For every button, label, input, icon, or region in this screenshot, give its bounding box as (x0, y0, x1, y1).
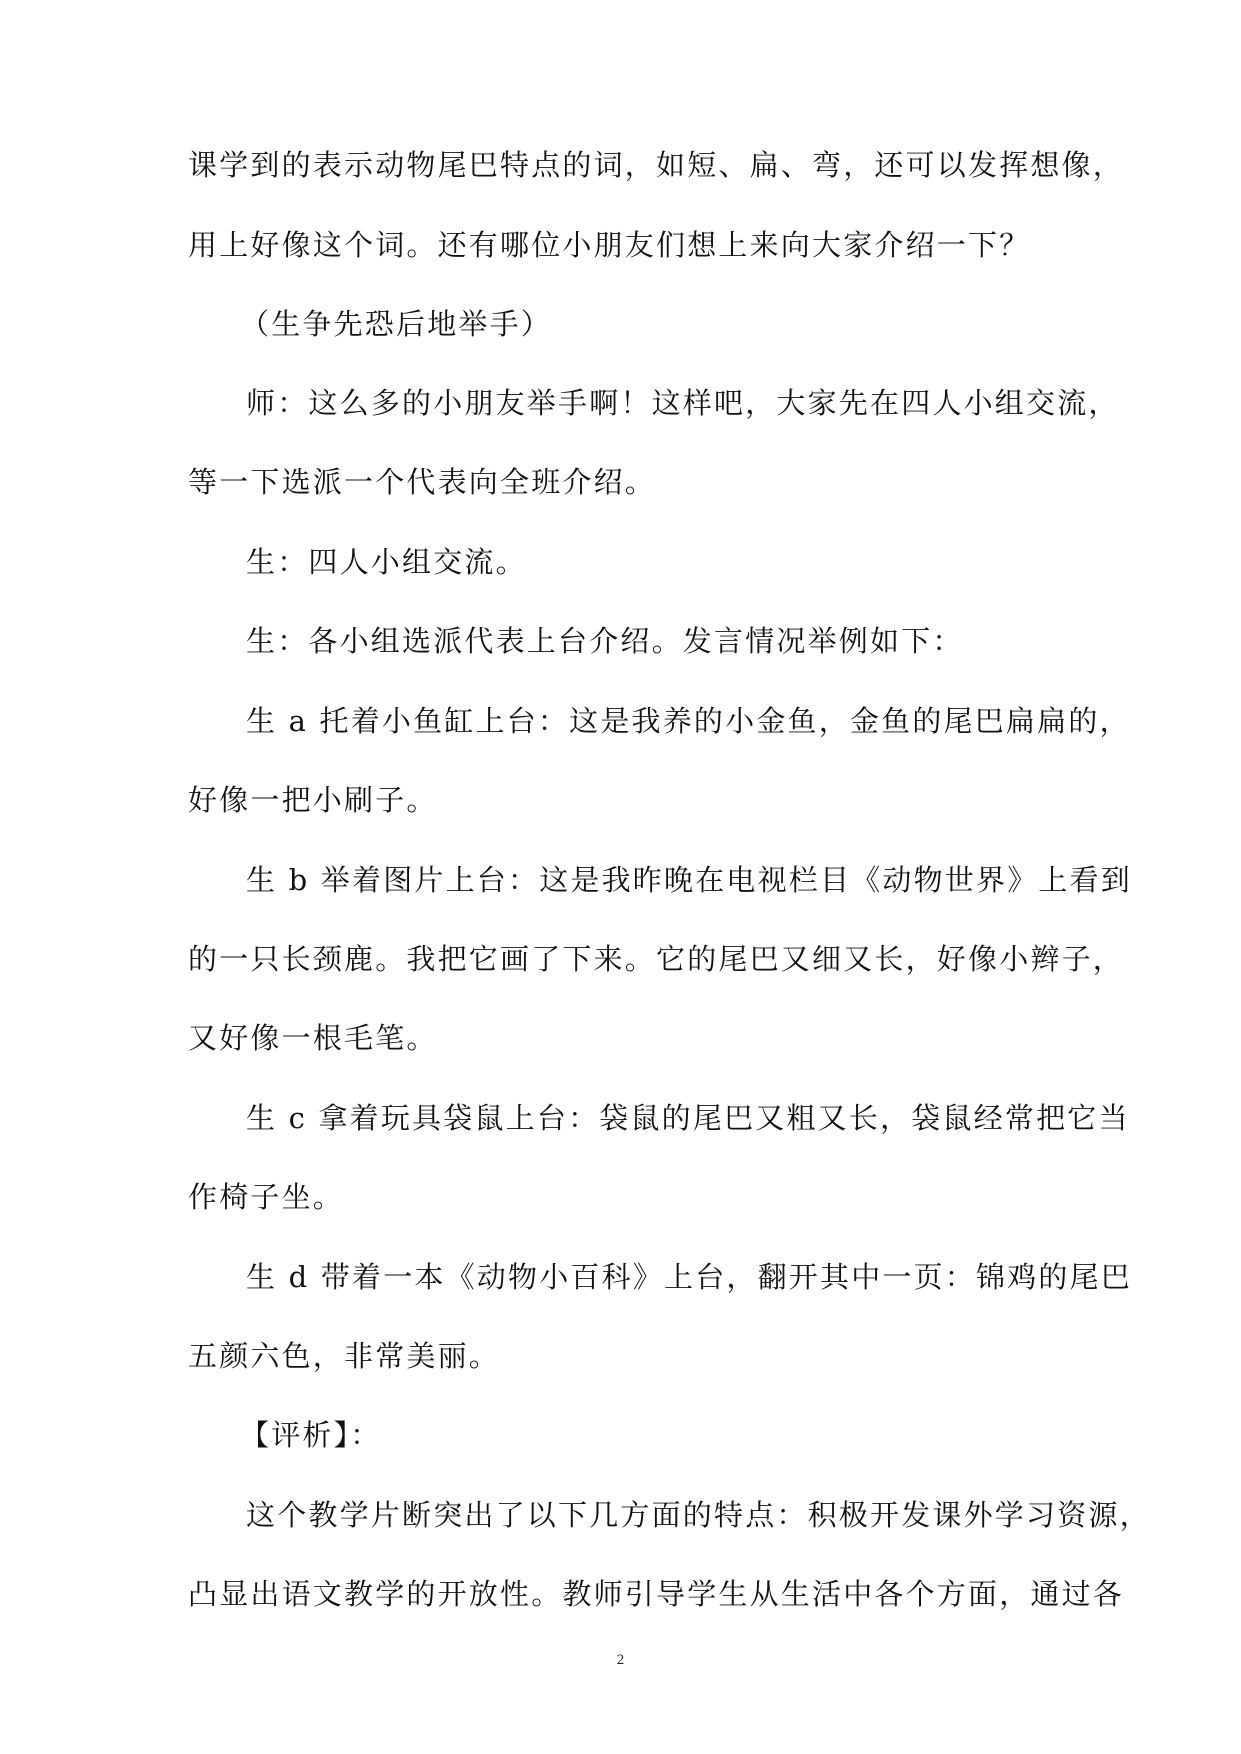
text-line: 的一只长颈鹿。我把它画了下来。它的尾巴又细又长，好像小辫子， (188, 942, 1125, 976)
text-line: 生：各小组选派代表上台介绍。发言情况举例如下： (246, 624, 964, 658)
text-line: 好像一把小刷子。 (188, 783, 438, 817)
page-number: 2 (616, 1652, 625, 1668)
text-line: 生 b 举着图片上台：这是我昨晚在电视栏目《动物世界》上看到 (246, 863, 1133, 897)
text-line: 等一下选派一个代表向全班介绍。 (188, 465, 657, 499)
text-line: 又好像一根毛笔。 (188, 1021, 438, 1055)
text-line: 生 d 带着一本《动物小百科》上台，翻开其中一页：锦鸡的尾巴 (246, 1260, 1133, 1294)
text-line: 作椅子坐。 (188, 1180, 345, 1214)
text-line: 生 a 托着小鱼缸上台：这是我养的小金鱼，金鱼的尾巴扁扁的， (246, 704, 1131, 738)
text-line: 凸显出语文教学的开放性。教师引导学生从生活中各个方面，通过各 (188, 1577, 1125, 1611)
text-line: （生争先恐后地举手） (240, 307, 553, 341)
text-line: 课学到的表示动物尾巴特点的词，如短、扁、弯，还可以发挥想像， (188, 148, 1125, 182)
text-line: 生：四人小组交流。 (246, 545, 527, 579)
text-line: 【评析】： (240, 1418, 382, 1452)
text-line: 用上好像这个词。还有哪位小朋友们想上来向大家介绍一下？ (188, 228, 1031, 262)
text-line: 五颜六色，非常美丽。 (188, 1339, 501, 1373)
text-line: 师：这么多的小朋友举手啊！这样吧，大家先在四人小组交流， (246, 386, 1120, 420)
text-line: 这个教学片断突出了以下几方面的特点：积极开发课外学习资源， (246, 1498, 1151, 1532)
text-line: 生 c 拿着玩具袋鼠上台：袋鼠的尾巴又粗又长，袋鼠经常把它当 (246, 1101, 1130, 1135)
